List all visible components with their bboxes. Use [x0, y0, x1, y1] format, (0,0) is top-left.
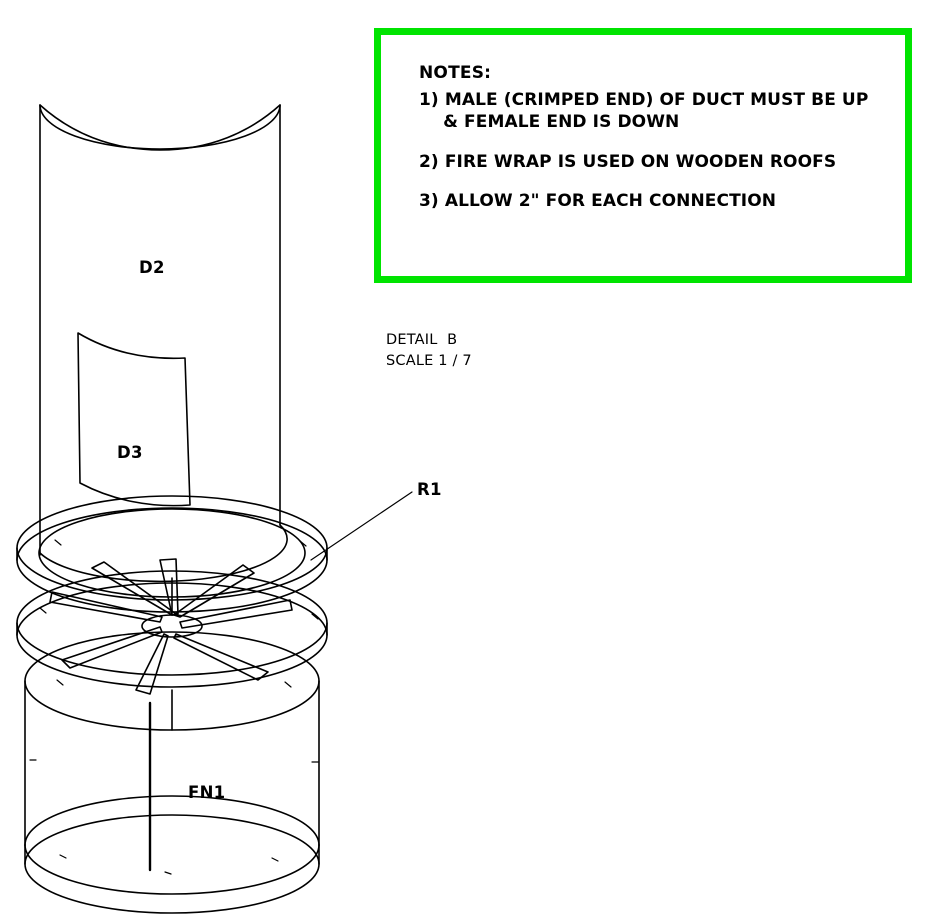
fan-body-base-flange	[25, 815, 319, 913]
note-item-2: 2) FIRE WRAP IS USED ON WOODEN ROOFS	[419, 151, 837, 172]
part-label-d3: D3	[117, 443, 143, 462]
fan-body-bottom-front	[25, 845, 319, 894]
notes-spacer-2	[419, 173, 891, 190]
fan-body-bottom-back	[25, 796, 319, 845]
fan-blade-4	[180, 600, 292, 628]
rivet-marks	[30, 540, 318, 874]
part-label-d2: D2	[139, 258, 165, 277]
notes-box	[374, 28, 912, 283]
detail-caption	[386, 330, 472, 372]
detail-scale: SCALE 1 / 7	[386, 353, 472, 370]
fan-blade-6	[136, 634, 168, 694]
notes-title: NOTES:	[419, 63, 492, 83]
fan-blade-2	[160, 559, 178, 615]
notes-spacer-1	[419, 134, 891, 151]
duct-top-cutaway	[40, 105, 280, 150]
duct-top-rim-front	[40, 105, 280, 149]
part-label-fn1: FN1	[188, 783, 226, 802]
detail-name: DETAIL B	[386, 332, 458, 348]
note-item-1: 1) MALE (CRIMPED END) OF DUCT MUST BE UP	[419, 90, 869, 110]
duct-cutaway-window	[78, 333, 190, 506]
note-item-3: 3) ALLOW 2" FOR EACH CONNECTION	[419, 191, 777, 212]
note-item-1-cont: & FEMALE END IS DOWN	[419, 112, 680, 133]
leader-line-r1	[311, 492, 412, 560]
part-label-r1: R1	[417, 480, 442, 499]
